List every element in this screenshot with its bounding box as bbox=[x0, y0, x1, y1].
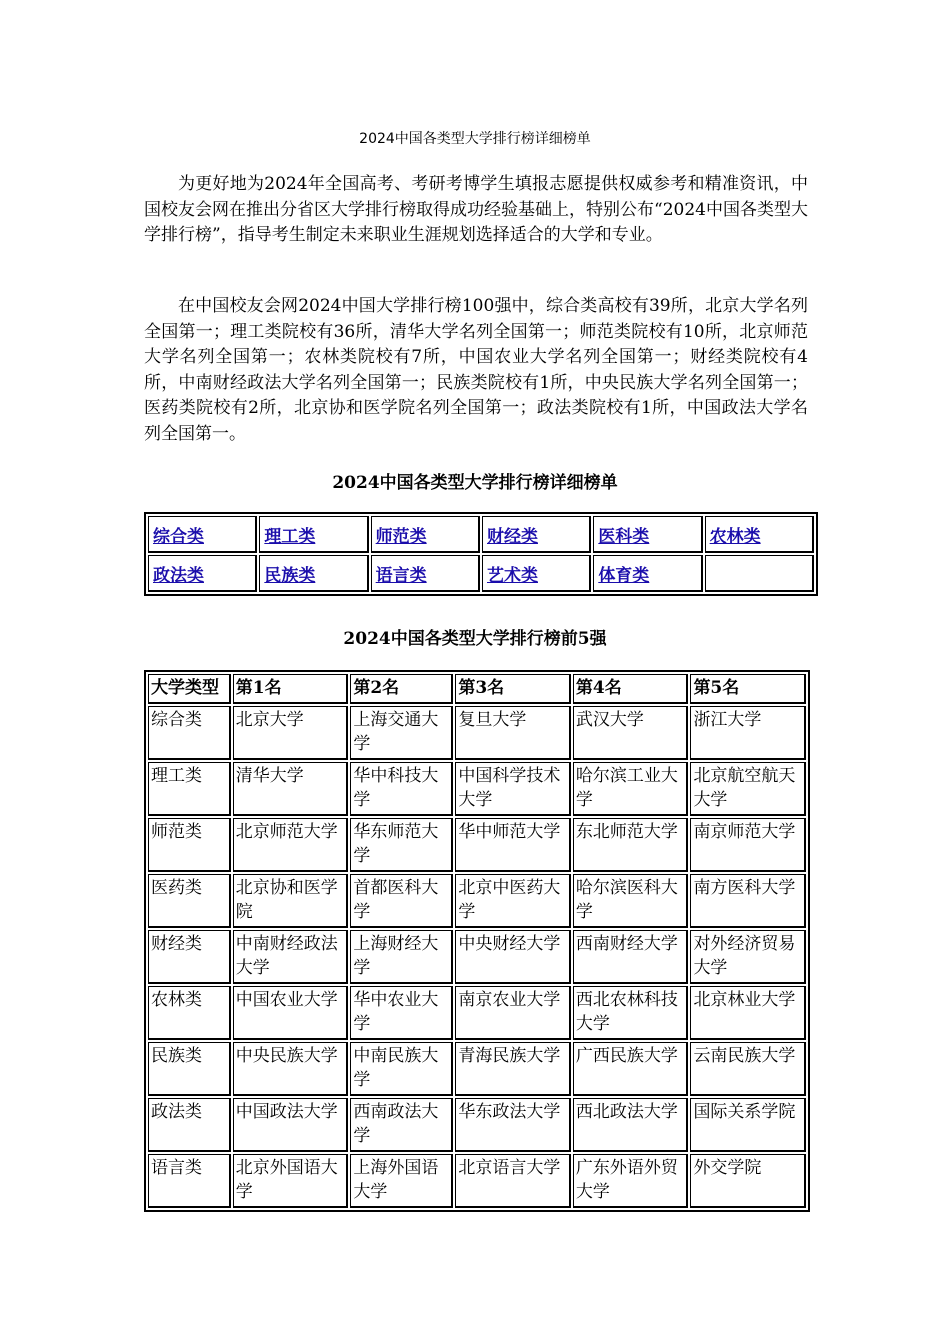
header-cell: 第5名 bbox=[690, 674, 806, 704]
category-cell: 政法类 bbox=[148, 1098, 231, 1152]
table-header-row bbox=[148, 674, 806, 704]
university-cell: 广西民族大学 bbox=[573, 1042, 689, 1096]
university-cell: 哈尔滨医科大学 bbox=[573, 874, 689, 928]
header-cell: 第2名 bbox=[350, 674, 453, 704]
category-cell: 财经类 bbox=[148, 930, 231, 984]
category-cell bbox=[593, 555, 702, 592]
university-cell: 复旦大学 bbox=[455, 706, 571, 760]
document-title: 2024中国各类型大学排行榜详细榜单 bbox=[359, 131, 591, 147]
table-row bbox=[148, 706, 806, 760]
category-link-finance[interactable]: 财经类 bbox=[486, 526, 538, 547]
university-cell: 西南政法大学 bbox=[350, 1098, 453, 1152]
university-cell: 上海交通大学 bbox=[350, 706, 453, 760]
table-row bbox=[148, 1154, 806, 1208]
top5-ranking-table bbox=[144, 670, 810, 1212]
summary-paragraph: 在中国校友会网2024中国大学排行榜100强中，综合类高校有39所，北京大学名列全国第一；理工类院校有36所，清华大学名列全国第一；师范类院校有10所，北京师范大学名列全国第一；农林类院校有7所，中国农业大学名列全国第一；财经类院校有4所，中南财经政法大学名列全国第一；民族类院校有1所，中央民族大学名列全国第一；医药类院校有2所，北京协和医学院名列全国第一；政法类院校有1所，中国政法大学名列全国第一。 bbox=[144, 296, 808, 444]
ranking-table-body bbox=[148, 706, 806, 1208]
university-cell: 中国科学技术大学 bbox=[455, 762, 571, 816]
university-cell: 北京中医药大学 bbox=[455, 874, 571, 928]
header-cell: 大学类型 bbox=[148, 674, 231, 704]
university-cell: 西北农林科技大学 bbox=[573, 986, 689, 1040]
table-row bbox=[148, 1042, 806, 1096]
university-cell: 上海外国语大学 bbox=[350, 1154, 453, 1208]
category-cell: 师范类 bbox=[148, 818, 231, 872]
category-link-medical[interactable]: 医科类 bbox=[598, 526, 650, 547]
category-link-ethnic[interactable]: 民族类 bbox=[264, 565, 316, 586]
category-row bbox=[148, 555, 814, 592]
university-cell: 中南财经政法大学 bbox=[233, 930, 349, 984]
table-row bbox=[148, 986, 806, 1040]
category-cell bbox=[371, 555, 480, 592]
category-cell bbox=[148, 516, 257, 553]
university-cell: 华中农业大学 bbox=[350, 986, 453, 1040]
category-cell-empty bbox=[705, 555, 814, 592]
university-cell: 华东政法大学 bbox=[455, 1098, 571, 1152]
university-cell: 北京协和医学院 bbox=[233, 874, 349, 928]
category-cell: 综合类 bbox=[148, 706, 231, 760]
category-link-sports[interactable]: 体育类 bbox=[598, 565, 650, 586]
university-cell: 华东师范大学 bbox=[350, 818, 453, 872]
category-section-title: 2024中国各类型大学排行榜详细榜单 bbox=[332, 473, 618, 493]
university-cell: 中央民族大学 bbox=[233, 1042, 349, 1096]
university-cell: 广东外语外贸大学 bbox=[573, 1154, 689, 1208]
header-cell: 第4名 bbox=[573, 674, 689, 704]
university-cell: 哈尔滨工业大学 bbox=[573, 762, 689, 816]
category-links-table bbox=[144, 512, 818, 596]
university-cell: 西北政法大学 bbox=[573, 1098, 689, 1152]
university-cell: 对外经济贸易大学 bbox=[690, 930, 806, 984]
category-link-comprehensive[interactable]: 综合类 bbox=[153, 526, 204, 547]
category-cell bbox=[705, 516, 814, 553]
category-link-art[interactable]: 艺术类 bbox=[486, 565, 538, 586]
category-link-normal[interactable]: 师范类 bbox=[375, 526, 427, 547]
header-cell: 第3名 bbox=[455, 674, 571, 704]
university-cell: 上海财经大学 bbox=[350, 930, 453, 984]
university-cell: 华中科技大学 bbox=[350, 762, 453, 816]
university-cell: 云南民族大学 bbox=[690, 1042, 806, 1096]
table-row bbox=[148, 818, 806, 872]
university-cell: 北京航空航天大学 bbox=[690, 762, 806, 816]
category-cell bbox=[148, 555, 257, 592]
university-cell: 北京大学 bbox=[233, 706, 349, 760]
university-cell: 北京外国语大学 bbox=[233, 1154, 349, 1208]
university-cell: 北京语言大学 bbox=[455, 1154, 571, 1208]
category-cell: 医药类 bbox=[148, 874, 231, 928]
university-cell: 青海民族大学 bbox=[455, 1042, 571, 1096]
university-cell: 国际关系学院 bbox=[690, 1098, 806, 1152]
university-cell: 中国农业大学 bbox=[233, 986, 349, 1040]
university-cell: 浙江大学 bbox=[690, 706, 806, 760]
category-cell bbox=[259, 516, 368, 553]
university-cell: 清华大学 bbox=[233, 762, 349, 816]
category-cell bbox=[482, 516, 591, 553]
university-cell: 东北师范大学 bbox=[573, 818, 689, 872]
table-row bbox=[148, 762, 806, 816]
university-cell: 外交学院 bbox=[690, 1154, 806, 1208]
ranking-section-title: 2024中国各类型大学排行榜前5强 bbox=[343, 629, 607, 649]
category-link-language[interactable]: 语言类 bbox=[375, 565, 427, 586]
intro-paragraph: 为更好地为2024年全国高考、考研考博学生填报志愿提供权威参考和精准资讯，中国校友会网在推出分省区大学排行榜取得成功经验基础上，特别公布“2024中国各类型大学排行榜”，指导考生制定未来职业生涯规划选择适合的大学和专业。 bbox=[144, 174, 808, 246]
university-cell: 南方医科大学 bbox=[690, 874, 806, 928]
university-cell: 北京林业大学 bbox=[690, 986, 806, 1040]
category-cell: 语言类 bbox=[148, 1154, 231, 1208]
category-row bbox=[148, 516, 814, 553]
category-cell bbox=[371, 516, 480, 553]
university-cell: 南京师范大学 bbox=[690, 818, 806, 872]
university-cell: 中南民族大学 bbox=[350, 1042, 453, 1096]
category-cell bbox=[482, 555, 591, 592]
university-cell: 武汉大学 bbox=[573, 706, 689, 760]
category-cell: 民族类 bbox=[148, 1042, 231, 1096]
category-cell: 农林类 bbox=[148, 986, 231, 1040]
table-row bbox=[148, 1098, 806, 1152]
university-cell: 中央财经大学 bbox=[455, 930, 571, 984]
header-cell: 第1名 bbox=[233, 674, 349, 704]
category-link-agriculture[interactable]: 农林类 bbox=[709, 526, 761, 547]
category-link-law[interactable]: 政法类 bbox=[153, 565, 204, 586]
table-row bbox=[148, 874, 806, 928]
category-link-engineering[interactable]: 理工类 bbox=[264, 526, 316, 547]
table-row bbox=[148, 930, 806, 984]
university-cell: 北京师范大学 bbox=[233, 818, 349, 872]
university-cell: 首都医科大学 bbox=[350, 874, 453, 928]
category-cell bbox=[259, 555, 368, 592]
university-cell: 华中师范大学 bbox=[455, 818, 571, 872]
university-cell: 中国政法大学 bbox=[233, 1098, 349, 1152]
category-cell: 理工类 bbox=[148, 762, 231, 816]
university-cell: 西南财经大学 bbox=[573, 930, 689, 984]
category-cell bbox=[593, 516, 702, 553]
university-cell: 南京农业大学 bbox=[455, 986, 571, 1040]
